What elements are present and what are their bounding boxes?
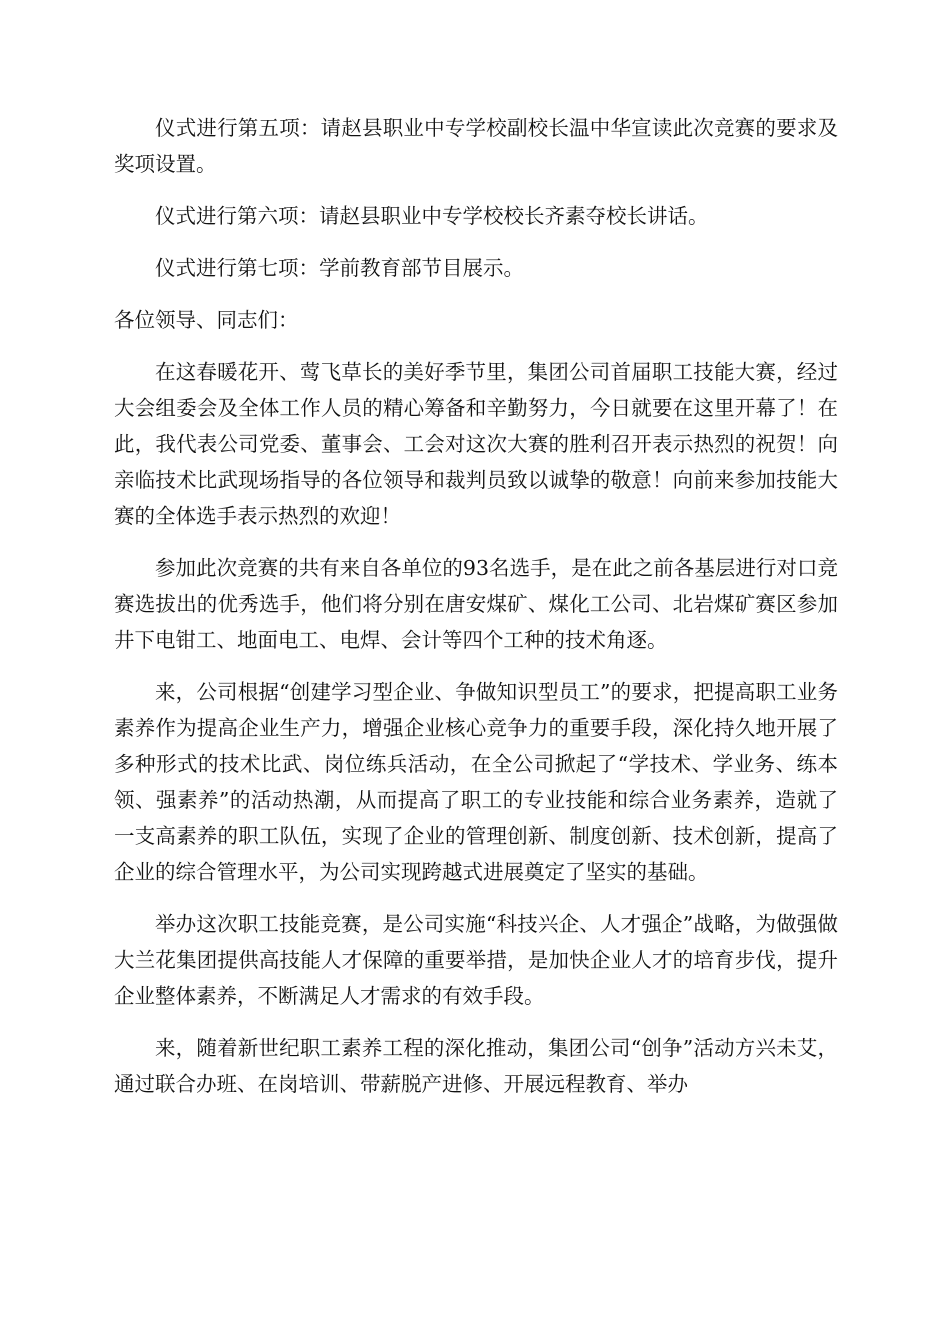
document-body — [114, 110, 838, 1118]
paragraph-ceremony-item-7: 仪式进行第七项：学前教育部节目展示。 — [155, 256, 524, 280]
paragraph-ceremony-item-6: 仪式进行第六项：请赵县职业中专学校校长齐素夺校长讲话。 — [155, 204, 709, 228]
paragraph-quality-project: 来，随着新世纪职工素养工程的深化推动，集团公司“创争”活动方兴未艾，通过联合办班、在岗培训、带薪脱产进修、开展远程教育、举办 — [114, 1036, 838, 1096]
paragraph-competition-purpose: 举办这次职工技能竞赛，是公司实施“科技兴企、人才强企”战略，为做强做大兰花集团提供高技能人才保障的重要举措，是加快企业人才的培育步伐，提升企业整体素养，不断满足人才需求的有效手段。 — [114, 912, 838, 1008]
paragraph-opening-speech: 在这春暖花开、莺飞草长的美好季节里，集团公司首届职工技能大赛，经过大会组委会及全体工作人员的精心筹备和辛勤努力，今日就要在这里开幕了！在此，我代表公司党委、董事会、工会对这次大赛的胜利召开表示热烈的祝贺！向亲临技术比武现场指导的各位领导和裁判员致以诚挚的敬意！向前来参加技能大赛的全体选手表示热烈的欢迎！ — [114, 360, 838, 528]
paragraph-salutation: 各位领导、同志们： — [114, 308, 299, 332]
paragraph-training-history: 来，公司根据“创建学习型企业、争做知识型员工”的要求，把提高职工业务素养作为提高企业生产力，增强企业核心竞争力的重要手段，深化持久地开展了多种形式的技术比武、岗位练兵活动，在全公司掀起了“学技术、学业务、练本领、强素养”的活动热潮，从而提高了职工的专业技能和综合业务素养，造就了一支高素养的职工队伍，实现了企业的管理创新、制度创新、技术创新，提高了企业的综合管理水平，为公司实现跨越式进展奠定了坚实的基础。 — [114, 680, 838, 884]
paragraph-participants: 参加此次竞赛的共有来自各单位的93名选手，是在此之前各基层进行对口竞赛选拔出的优秀选手，他们将分别在唐安煤矿、煤化工公司、北岩煤矿赛区参加井下电钳工、地面电工、电焊、会计等四个工种的技术角逐。 — [114, 556, 838, 652]
paragraph-ceremony-item-5: 仪式进行第五项：请赵县职业中专学校副校长温中华宣读此次竞赛的要求及奖项设置。 — [114, 116, 838, 176]
